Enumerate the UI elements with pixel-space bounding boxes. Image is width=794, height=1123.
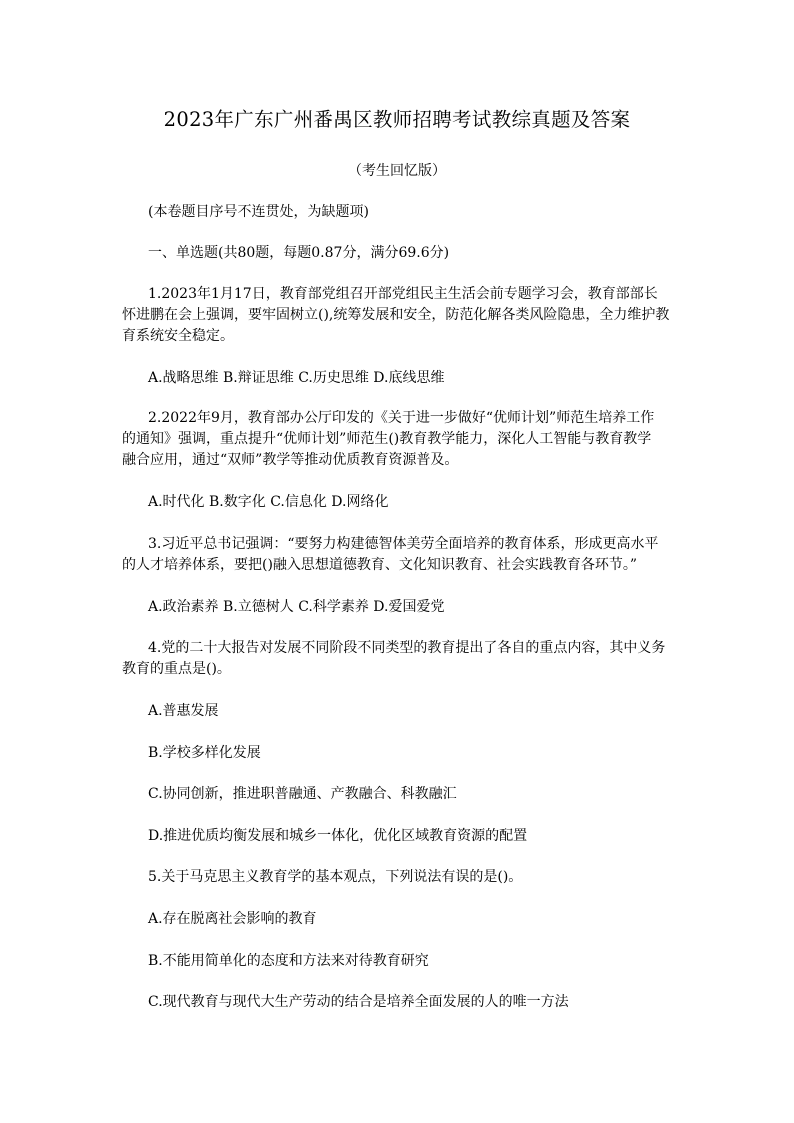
question-2-options: A.时代化 B.数字化 C.信息化 D.网络化 — [148, 494, 389, 510]
question-2-line-1: 2.2022年9月，教育部办公厅印发的《关于进一步做好“优师计划”师范生培养工作 — [148, 410, 655, 426]
question-4-line-1: 4.党的二十大报告对发展不同阶段不同类型的教育提出了各自的重点内容，其中义务 — [148, 640, 666, 656]
question-3-options: A.政治素养 B.立德树人 C.科学素养 D.爱国爱党 — [148, 599, 445, 615]
question-1-line-1: 1.2023年1月17日，教育部党组召开部党组民主生活会前专题学习会，教育部部长 — [148, 286, 658, 302]
question-4-line-2: 教育的重点是()。 — [122, 661, 231, 677]
question-4 — [122, 638, 670, 680]
question-1-line-2: 怀进鹏在会上强调，要牢固树立(),统筹发展和安全，防范化解各类风险隐患，全力维护教 — [122, 307, 670, 323]
question-5-option-a: A.存在脱离社会影响的教育 — [148, 911, 317, 927]
question-1-options: A.战略思维 B.辩证思维 C.历史思维 D.底线思维 — [148, 370, 445, 386]
question-3 — [122, 534, 670, 576]
section-heading: 一、单选题(共80题，每题0.87分，满分69.6分) — [148, 245, 450, 261]
question-5-option-c: C.现代教育与现代大生产劳动的结合是培养全面发展的人的唯一方法 — [148, 994, 569, 1010]
document-title: 2023年广东广州番禺区教师招聘考试教综真题及答案 — [163, 108, 631, 131]
question-4-option-a: A.普惠发展 — [148, 703, 219, 719]
question-3-line-1: 3.习近平总书记强调：“要努力构建德智体美劳全面培养的教育体系，形成更高水平 — [148, 536, 659, 552]
question-1 — [122, 284, 670, 347]
question-3-line-2: 的人才培养体系，要把()融入思想道德教育、文化知识教育、社会实践教育各环节。” — [122, 557, 638, 573]
question-4-option-d: D.推进优质均衡发展和城乡一体化，优化区域教育资源的配置 — [148, 828, 528, 844]
question-2-line-2: 的通知》强调，重点提升“优师计划”师范生()教育教学能力，深化人工智能与教育教学 — [122, 431, 652, 447]
question-5-stem: 5.关于马克思主义教育学的基本观点，下列说法有误的是()。 — [148, 869, 523, 885]
question-1-line-3: 育系统安全稳定。 — [122, 328, 234, 344]
question-5-option-b: B.不能用简单化的态度和方法来对待教育研究 — [148, 953, 429, 969]
question-4-option-b: B.学校多样化发展 — [148, 745, 261, 761]
question-2-line-3: 融合应用，通过“双师”教学等推动优质教育资源普及。 — [122, 452, 459, 468]
question-4-option-c: C.协同创新，推进职普融通、产教融合、科教融汇 — [148, 786, 457, 802]
exam-note: (本卷题目序号不连贯处，为缺题项) — [148, 204, 369, 220]
question-2 — [122, 408, 670, 471]
document-subtitle: （考生回忆版） — [348, 163, 446, 179]
